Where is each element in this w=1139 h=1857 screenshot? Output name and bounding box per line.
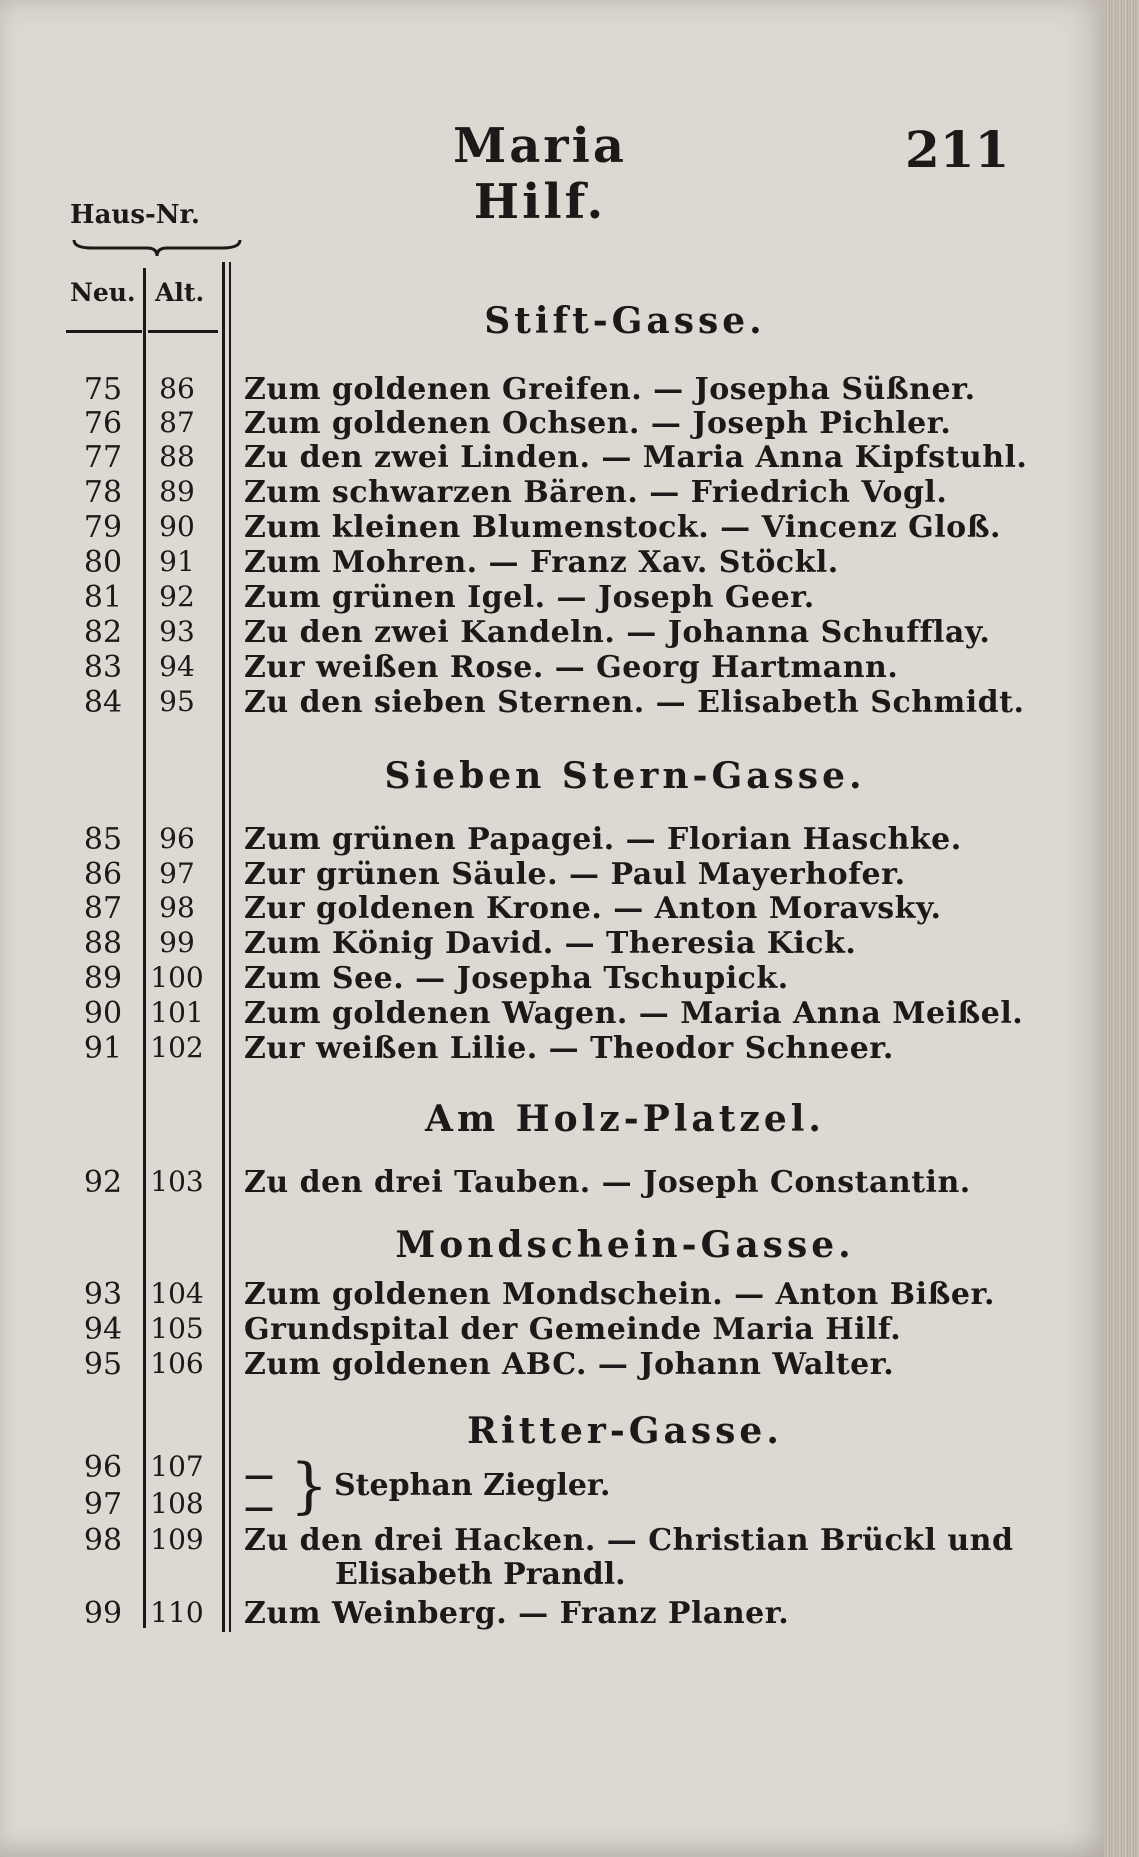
list-item <box>0 996 1100 1032</box>
book-page-edge <box>1104 0 1139 1857</box>
old-number: 90 <box>159 510 195 543</box>
new-number: 75 <box>83 372 123 407</box>
list-item <box>0 440 1100 476</box>
list-item <box>0 857 1100 893</box>
section-title-stift-gasse: Stift-Gasse. <box>484 300 766 342</box>
new-number-header: Neu. <box>70 278 136 307</box>
new-number: 78 <box>83 475 123 510</box>
new-number: 91 <box>83 1031 123 1066</box>
entry-text: Zur goldenen Krone. — Anton Moravsky. <box>244 891 942 926</box>
list-item <box>0 961 1100 997</box>
entry-text: Zu den drei Tauben. — Joseph Constantin. <box>244 1165 971 1200</box>
new-number: 92 <box>83 1165 123 1200</box>
section-title-ritter-gasse: Ritter-Gasse. <box>467 1410 783 1452</box>
list-item <box>0 926 1100 962</box>
old-number: 98 <box>159 891 195 924</box>
old-number: 94 <box>159 650 195 683</box>
entry-text-continuation: Elisabeth Prandl. <box>335 1557 626 1592</box>
house-number-header: Haus-Nr. <box>70 200 200 230</box>
list-item <box>0 615 1100 651</box>
entry-text: Zum goldenen Greifen. — Josepha Süßner. <box>244 372 976 407</box>
old-number: 93 <box>159 615 195 648</box>
new-number: 79 <box>83 510 123 545</box>
old-number: 99 <box>159 926 195 959</box>
old-number: 97 <box>159 857 195 890</box>
list-item <box>0 650 1100 686</box>
new-number: 85 <box>83 822 123 857</box>
new-number: 88 <box>83 926 123 961</box>
old-number: 105 <box>150 1312 204 1345</box>
new-number: 96 <box>83 1450 123 1485</box>
new-number: 86 <box>83 857 123 892</box>
new-number: 80 <box>83 545 123 580</box>
section-title-sieben-stern-gasse: Sieben Stern-Gasse. <box>384 755 866 797</box>
list-item <box>0 545 1100 581</box>
old-number: 92 <box>159 580 195 613</box>
page-title: Maria Hilf. <box>453 118 627 230</box>
list-item-continuation <box>0 1557 1100 1593</box>
entry-text: Zum goldenen Mondschein. — Anton Bißer. <box>244 1277 995 1312</box>
list-item <box>0 1165 1100 1201</box>
entry-text: Zum Mohren. — Franz Xav. Stöckl. <box>244 545 839 580</box>
new-number: 97 <box>83 1487 123 1522</box>
entry-text: Zum König David. — Theresia Kick. <box>244 926 857 961</box>
entry-text: Zum goldenen ABC. — Johann Walter. <box>244 1347 895 1382</box>
list-item <box>0 475 1100 511</box>
old-number: 109 <box>150 1523 204 1556</box>
old-number: 89 <box>159 475 195 508</box>
entry-text: Zum goldenen Ochsen. — Joseph Pichler. <box>244 406 952 441</box>
list-item <box>0 510 1100 546</box>
list-item <box>0 822 1100 858</box>
list-item <box>0 685 1100 721</box>
old-number: 91 <box>159 545 195 578</box>
old-number: 96 <box>159 822 195 855</box>
list-item <box>0 580 1100 616</box>
list-item <box>0 1523 1100 1559</box>
header-rule-alt <box>148 330 218 333</box>
new-number: 99 <box>83 1596 123 1631</box>
new-number: 94 <box>83 1312 123 1347</box>
old-number: 101 <box>150 996 204 1029</box>
old-number: 103 <box>150 1165 204 1198</box>
entry-text: Zum schwarzen Bären. — Friedrich Vogl. <box>244 475 948 510</box>
list-item <box>0 1312 1100 1348</box>
header-rule-neu <box>66 330 142 333</box>
list-item <box>0 1347 1100 1383</box>
section-title-am-holz-platzel: Am Holz-Platzel. <box>425 1098 825 1140</box>
old-number: 100 <box>150 961 204 994</box>
new-number: 83 <box>83 650 123 685</box>
old-number: 110 <box>150 1596 204 1629</box>
new-number: 95 <box>83 1347 123 1382</box>
entry-text: Zu den drei Hacken. — Christian Brückl und <box>244 1523 1014 1558</box>
new-number: 82 <box>83 615 123 650</box>
list-item <box>0 1596 1100 1632</box>
new-number: 98 <box>83 1523 123 1558</box>
new-number: 81 <box>83 580 123 615</box>
old-number: 108 <box>150 1487 204 1520</box>
entry-text: Zu den zwei Kandeln. — Johanna Schufflay. <box>244 615 991 650</box>
entry-text: Zum grünen Papagei. — Florian Haschke. <box>244 822 962 857</box>
list-item <box>0 1031 1100 1067</box>
old-number: 104 <box>150 1277 204 1310</box>
old-number: 86 <box>159 372 195 405</box>
brace-icon: } <box>290 1451 329 1521</box>
list-item <box>0 406 1100 442</box>
old-number: 102 <box>150 1031 204 1064</box>
new-number: 84 <box>83 685 123 720</box>
new-number: 89 <box>83 961 123 996</box>
header-brace <box>72 236 242 258</box>
entry-text: Zum See. — Josepha Tschupick. <box>244 961 789 996</box>
new-number: 77 <box>83 440 123 475</box>
section-title-mondschein-gasse: Mondschein-Gasse. <box>395 1224 855 1266</box>
entry-text: Grundspital der Gemeinde Maria Hilf. <box>244 1312 902 1347</box>
new-number: 90 <box>83 996 123 1031</box>
new-number: 87 <box>83 891 123 926</box>
entry-text: Zur grünen Säule. — Paul Mayerhofer. <box>244 857 906 892</box>
list-item <box>0 891 1100 927</box>
entry-text: Zur weißen Rose. — Georg Hartmann. <box>244 650 899 685</box>
old-number: 87 <box>159 406 195 439</box>
entry-text: Zu den zwei Linden. — Maria Anna Kipfstuhl. <box>244 440 1028 475</box>
list-item <box>0 1277 1100 1313</box>
entry-text: Zum Weinberg. — Franz Planer. <box>244 1596 790 1631</box>
new-number: 76 <box>83 406 123 441</box>
old-number: 95 <box>159 685 195 718</box>
old-number: 106 <box>150 1347 204 1380</box>
entry-text: Zu den sieben Sternen. — Elisabeth Schmidt. <box>244 685 1025 720</box>
shared-entry-text: Stephan Ziegler. <box>334 1468 611 1503</box>
entry-text: Zum kleinen Blumenstock. — Vincenz Gloß. <box>244 510 1001 545</box>
shared-entry-dash-1: — <box>244 1458 274 1493</box>
old-number-header: Alt. <box>155 278 205 307</box>
entry-text: Zur weißen Lilie. — Theodor Schneer. <box>244 1031 894 1066</box>
list-item <box>0 372 1100 408</box>
old-number: 107 <box>150 1450 204 1483</box>
entry-text: Zum grünen Igel. — Joseph Geer. <box>244 580 815 615</box>
page-number: 211 <box>905 120 1010 179</box>
old-number: 88 <box>159 440 195 473</box>
new-number: 93 <box>83 1277 123 1312</box>
shared-entry-dash-2: — <box>244 1490 274 1525</box>
entry-text: Zum goldenen Wagen. — Maria Anna Meißel. <box>244 996 1024 1031</box>
